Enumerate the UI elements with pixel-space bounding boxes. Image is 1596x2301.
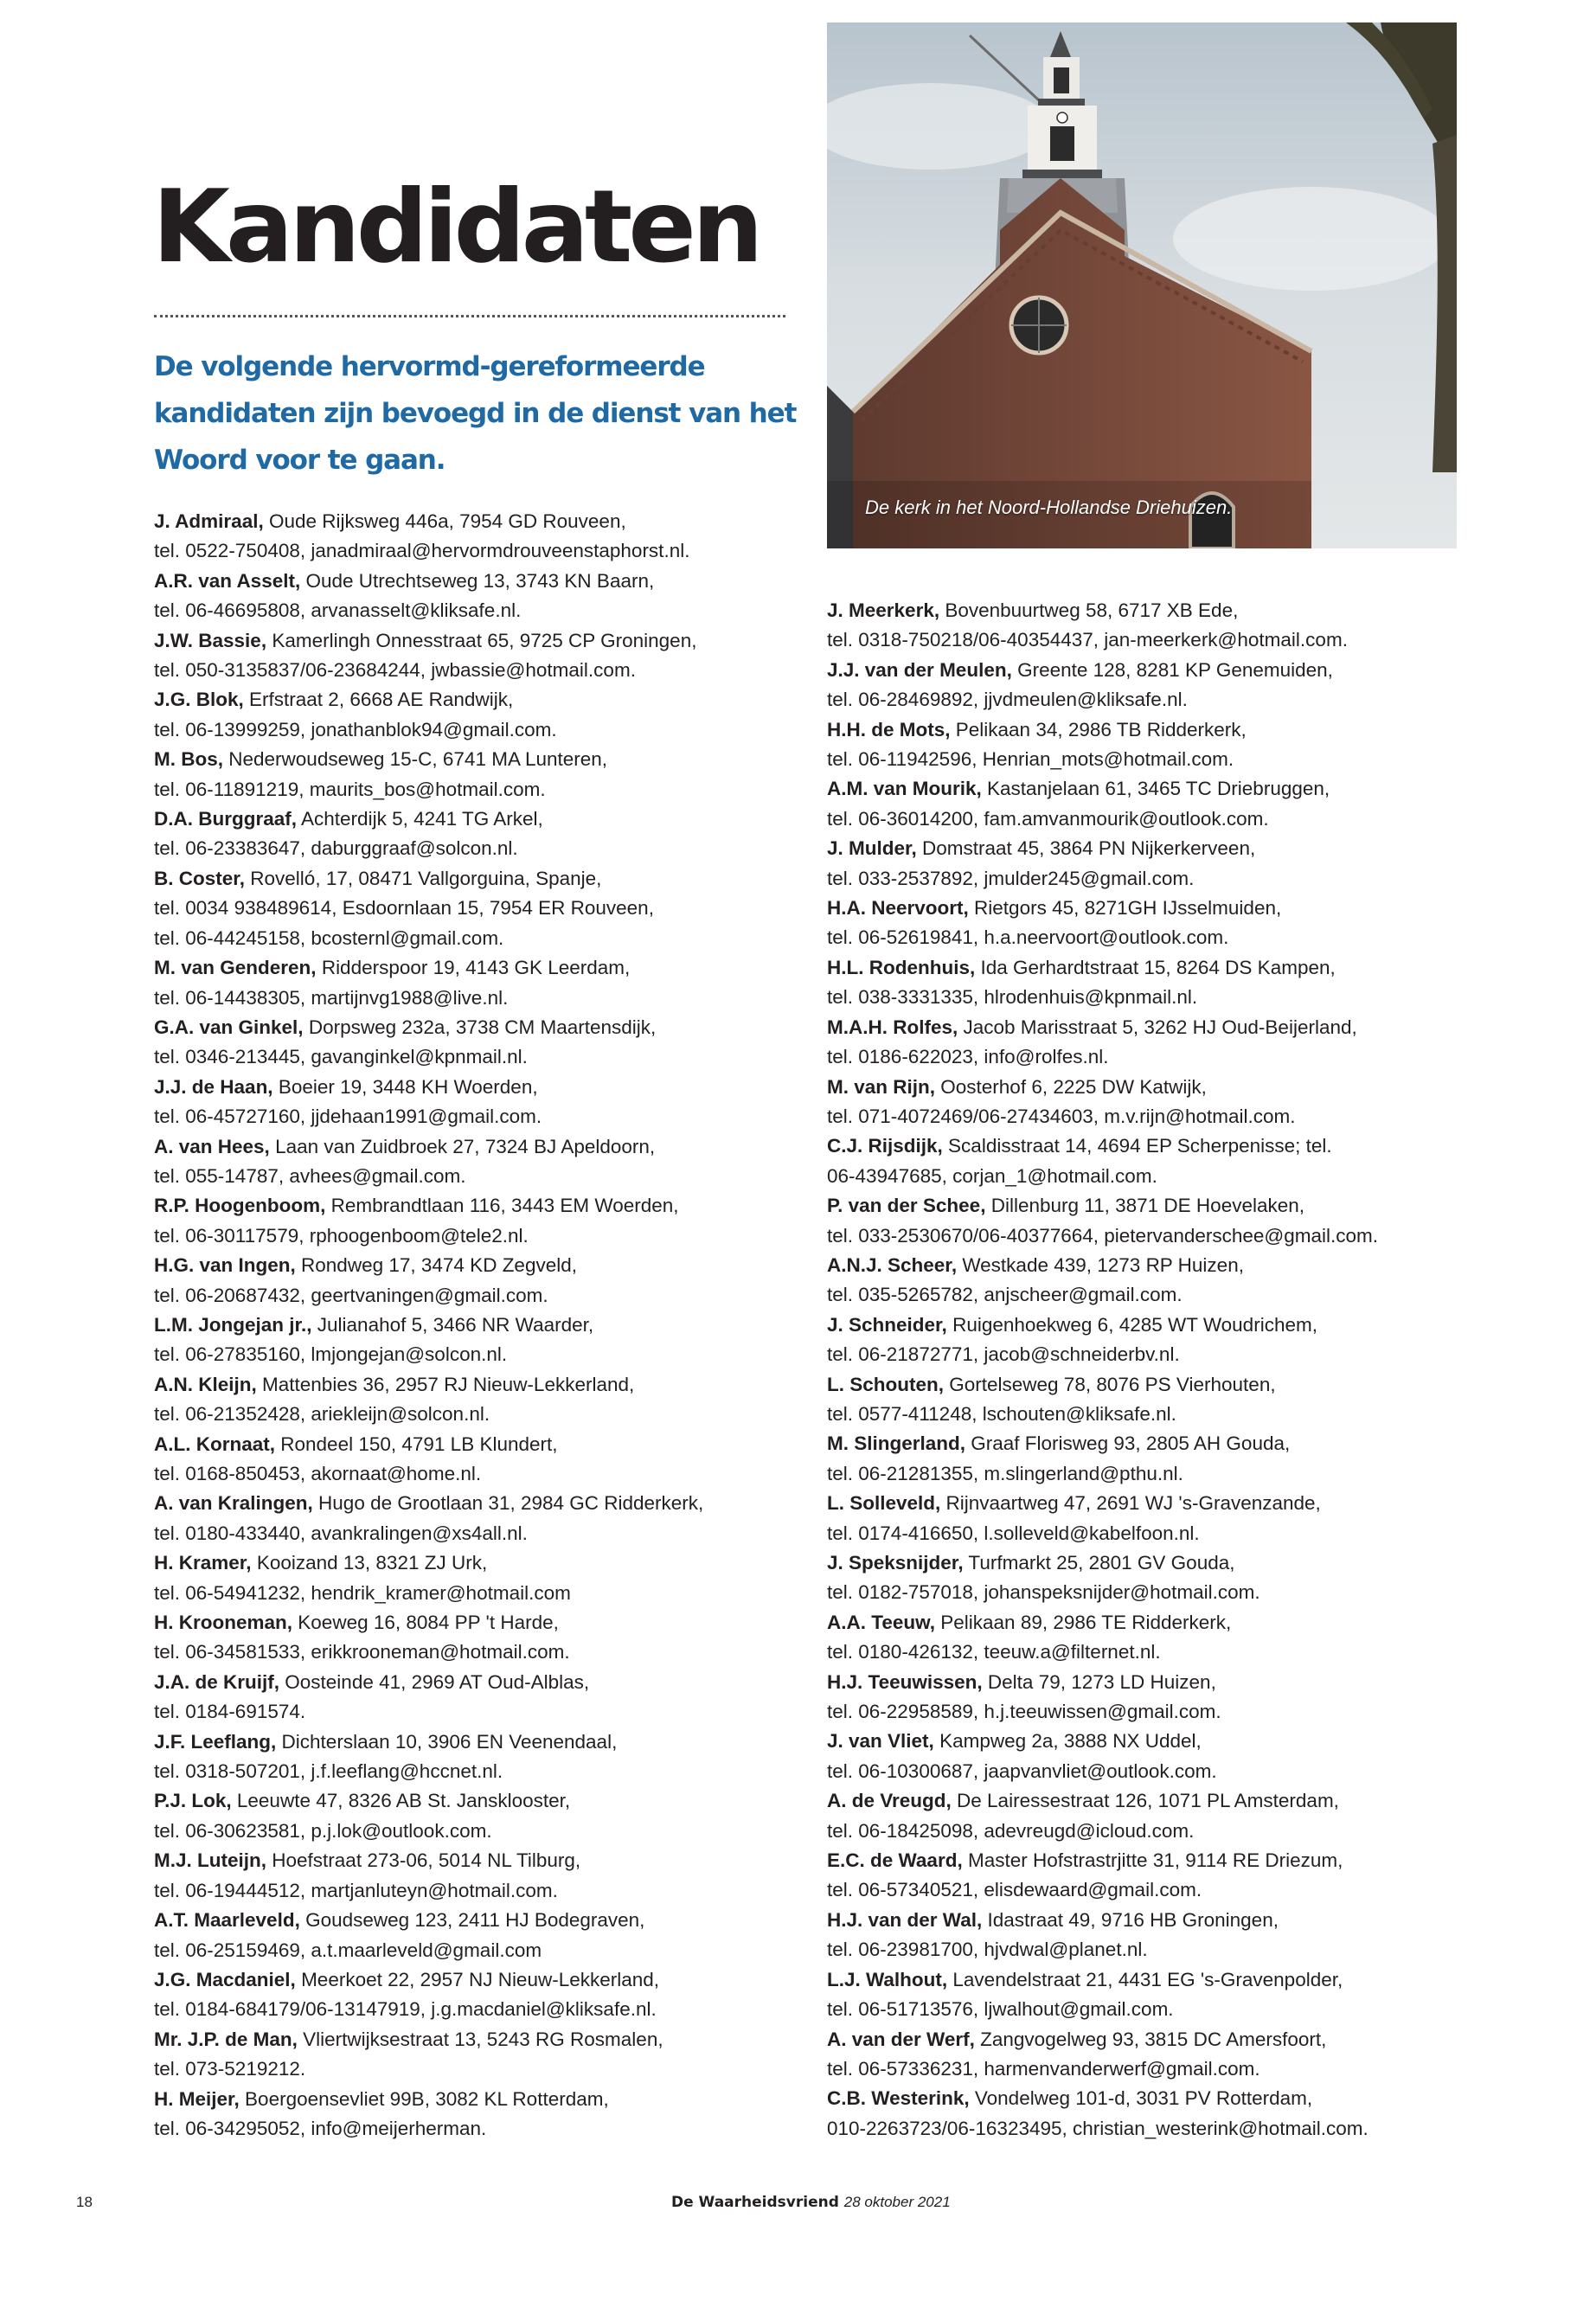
candidate-details: tel. 038-3331335, hlrodenhuis@kpnmail.nl. [827,986,1198,1009]
candidate-details: Goudseweg 123, 2411 HJ Bodegraven, [299,1909,645,1932]
candidate-contact-line [154,1697,794,1727]
candidate-name: J. van Vliet, [827,1730,934,1753]
candidate-contact-line [827,1578,1467,1607]
candidate-entry [154,1906,794,1935]
candidate-entry [827,1370,1467,1400]
candidate-entry [827,1073,1467,1102]
candidate-name: A. van Hees, [154,1135,270,1157]
candidate-contact-line [827,1221,1467,1251]
candidate-entry [154,1430,794,1459]
candidate-contact-line [827,1102,1467,1131]
candidate-name: L. Solleveld, [827,1492,941,1515]
candidate-name: A. van Kralingen, [154,1492,313,1515]
candidate-details: Jacob Marisstraat 5, 3262 HJ Oud-Beijerland, [958,1016,1357,1038]
candidate-name: G.A. van Ginkel, [154,1016,304,1038]
candidate-name: A.R. van Asselt, [154,569,301,592]
candidate-name: A.N. Kleijn, [154,1373,257,1395]
candidate-details: tel. 0184-684179/06-13147919, j.g.macdaniel@kliksafe.nl. [154,1998,657,2021]
candidate-entry [154,864,794,894]
candidate-entry [827,1548,1467,1578]
candidate-name: H.G. van Ingen, [154,1254,296,1277]
candidate-contact-line [827,1042,1467,1072]
candidate-details: tel. 06-51713576, ljwalhout@gmail.com. [827,1998,1174,2021]
candidate-contact-line [827,1459,1467,1489]
candidate-details: tel. 06-13999259, jonathanblok94@gmail.com. [154,718,557,740]
candidate-entry [827,2084,1467,2113]
candidate-entry [827,1965,1467,1995]
candidate-details: Rembrandtlaan 116, 3443 EM Woerden, [325,1195,679,1217]
candidate-details: Koeweg 16, 8084 PP 't Harde, [292,1612,559,1634]
candidate-contact-line [827,864,1467,894]
candidate-contact-line [154,894,794,923]
candidate-contact-line [154,1579,794,1608]
candidate-contact-line [827,1697,1467,1727]
candidate-contact-line [827,983,1467,1012]
candidate-contact-line [154,1936,794,1965]
candidate-name: H.J. Teeuwissen, [827,1670,983,1693]
candidate-contact-line [154,1995,794,2024]
candidate-contact-line [154,1162,794,1191]
candidate-name: H.A. Neervoort, [827,897,969,920]
candidate-details: Hoefstraat 273-06, 5014 NL Tilburg, [266,1849,581,1872]
candidate-contact-line [827,1817,1467,1846]
candidate-name: J.J. van der Meulen, [827,658,1012,681]
candidate-name: A. van der Werf, [827,2028,975,2050]
candidate-details: tel. 06-27835160, lmjongejan@solcon.nl. [154,1343,508,1366]
candidate-entry [154,1786,794,1816]
candidate-details: tel. 06-57340521, elisdewaard@gmail.com. [827,1879,1202,1901]
candidate-name: B. Coster, [154,867,246,889]
candidate-entry [827,1846,1467,1875]
candidate-contact-line [827,804,1467,834]
candidate-entry [827,1429,1467,1458]
candidate-entry [154,1251,794,1280]
candidate-details: tel. 0522-750408, janadmiraal@hervormdrouveenstaphorst.nl. [154,540,690,562]
candidate-details: Hugo de Grootlaan 31, 2984 GC Ridderkerk, [312,1492,704,1515]
candidate-entry [827,656,1467,685]
candidate-details: Meerkoet 22, 2957 NJ Nieuw-Lekkerland, [295,1968,660,1990]
candidate-name: M. Bos, [154,748,224,771]
candidate-entry [154,1548,794,1578]
candidate-entry [827,1608,1467,1638]
candidate-name: J. Admiraal, [154,510,264,532]
candidate-entry [827,834,1467,863]
candidate-name: L.J. Walhout, [827,1968,948,1990]
candidate-contact-line [154,1876,794,1906]
candidate-name: H.H. de Mots, [827,718,951,740]
candidate-entry [827,894,1467,923]
candidate-contact-line [154,1817,794,1846]
candidate-contact-line [154,1221,794,1251]
candidate-contact-line [154,1757,794,1786]
candidate-details: Graaf Florisweg 93, 2805 AH Gouda, [965,1433,1291,1455]
candidate-entry [154,2085,794,2114]
issue-date: 28 oktober 2021 [843,2194,951,2210]
candidate-details: tel. 0182-757018, johanspeksnijder@hotmail.com. [827,1581,1260,1604]
candidate-details: Turfmarkt 25, 2801 GV Gouda, [963,1552,1235,1574]
candidate-entry [827,1727,1467,1756]
candidate-details: Kampweg 2a, 3888 NX Uddel, [933,1730,1202,1753]
candidates-list-left [154,507,794,2144]
candidate-entry [827,774,1467,804]
candidate-details: Dichterslaan 10, 3906 EN Veenendaal, [276,1730,618,1753]
candidate-entry [154,626,794,656]
candidate-entry [827,715,1467,745]
candidate-entry [154,1013,794,1042]
candidate-entry [827,1786,1467,1816]
candidate-name: P.J. Lok, [154,1790,232,1812]
candidate-contact-line [154,2114,794,2144]
candidate-entry [154,1073,794,1102]
candidate-details: Vondelweg 101-d, 3031 PV Rotterdam, [969,2087,1313,2110]
candidate-details: Nederwoudseweg 15-C, 6741 MA Lunteren, [223,748,608,771]
candidate-details: tel. 0186-622023, info@rolfes.nl. [827,1046,1109,1068]
candidate-details: Mattenbies 36, 2957 RJ Nieuw-Lekkerland, [256,1373,635,1395]
candidate-contact-line [154,984,794,1013]
candidate-details: Rovelló, 17, 08471 Vallgorguina, Spanje, [245,867,602,889]
candidate-entry [827,1311,1467,1340]
candidate-details: tel. 06-28469892, jjvdmeulen@kliksafe.nl. [827,689,1188,711]
candidate-details: De Lairessestraat 126, 1071 PL Amsterdam, [951,1790,1339,1812]
candidate-entry [154,745,794,774]
candidate-entry [154,1846,794,1875]
candidate-details: tel. 06-18425098, adevreugd@icloud.com. [827,1819,1195,1842]
candidate-details: Ida Gerhardtstraat 15, 8264 DS Kampen, [975,956,1336,978]
candidate-name: H.J. van der Wal, [827,1908,983,1931]
candidate-entry [154,953,794,983]
candidate-details: tel. 050-3135837/06-23684244, jwbassie@hotmail.com. [154,659,636,682]
candidate-contact-line [154,596,794,625]
candidate-details: tel. 0034 938489614, Esdoornlaan 15, 7954 ER Rouveen, [154,897,654,920]
candidate-details: Achterdijk 5, 4241 TG Arkel, [297,808,543,830]
candidate-details: tel. 06-25159469, a.t.maarleveld@gmail.com [154,1939,542,1961]
candidate-entry [154,1132,794,1162]
candidate-details: tel. 06-21281355, m.slingerland@pthu.nl. [827,1462,1183,1484]
candidate-entry [827,1489,1467,1518]
candidate-details: tel. 06-46695808, arvanasselt@kliksafe.nl. [154,599,522,622]
dotted-divider [154,315,785,317]
candidate-details: tel. 06-36014200, fam.amvanmourik@outlook.com. [827,807,1269,830]
candidate-name: J.J. de Haan, [154,1075,273,1098]
candidate-details: tel. 06-19444512, martjanluteyn@hotmail.com. [154,1879,558,1901]
candidate-details: Lavendelstraat 21, 4431 EG 's-Gravenpolder, [947,1968,1343,1990]
candidate-details: Bovenbuurtweg 58, 6717 XB Ede, [939,599,1239,621]
candidate-entry [827,2025,1467,2054]
candidate-contact-line [154,1638,794,1667]
page-subtitle: De volgende hervormd-gereformeerde kandidaten zijn bevoegd in de dienst van het Woord voor te gaan. [154,351,797,476]
candidate-contact-line [827,1638,1467,1667]
candidate-details: Vliertwijksestraat 13, 5243 RG Rosmalen, [297,2028,663,2050]
candidate-contact-line [827,2114,1467,2144]
candidate-contact-line [154,2054,794,2084]
candidate-name: A.N.J. Scheer, [827,1253,958,1276]
candidate-contact-line [154,536,794,566]
candidate-name: H. Kramer, [154,1552,252,1574]
candidate-details: tel. 06-21872771, jacob@schneiderbv.nl. [827,1343,1180,1366]
candidate-details: tel. 06-45727160, jjdehaan1991@gmail.com. [154,1106,542,1128]
candidate-contact-line [154,1042,794,1072]
candidate-details: Oosterhof 6, 2225 DW Katwijk, [935,1075,1207,1098]
candidate-details: tel. 0318-750218/06-40354437, jan-meerkerk@hotmail.com. [827,629,1348,651]
candidate-contact-line [154,834,794,863]
candidate-entry [154,1727,794,1757]
candidate-details: tel. 06-21352428, ariekleijn@solcon.nl. [154,1403,490,1426]
candidate-details: Master Hofstrastrjitte 31, 9114 RE Driezum, [962,1849,1343,1872]
candidate-entry [154,507,794,536]
candidate-details: tel. 06-23981700, hjvdwal@planet.nl. [827,1939,1148,1961]
candidate-contact-line [827,2054,1467,2084]
candidate-contact-line [827,1400,1467,1429]
candidate-entry [154,1608,794,1638]
candidate-name: E.C. de Waard, [827,1849,963,1872]
candidate-details: tel. 0174-416650, l.solleveld@kabelfoon.nl. [827,1522,1200,1544]
candidate-details: tel. 06-34581533, erikkrooneman@hotmail.com. [154,1641,570,1663]
candidate-name: J.F. Leeflang, [154,1730,277,1753]
candidate-name: M.J. Luteijn, [154,1849,267,1872]
candidate-details: tel. 06-30623581, p.j.lok@outlook.com. [154,1819,492,1842]
candidate-contact-line [827,1875,1467,1905]
candidate-details: tel. 06-54941232, hendrik_kramer@hotmail.com [154,1581,571,1604]
candidate-name: M. van Rijn, [827,1075,936,1098]
candidate-contact-line [827,1162,1467,1191]
page-title: Kandidaten [152,169,760,285]
candidate-details: Dorpsweg 232a, 3738 CM Maartensdijk, [303,1016,657,1038]
candidate-details: Idastraat 49, 9716 HB Groningen, [982,1908,1279,1931]
candidate-name: R.P. Hoogenboom, [154,1195,326,1217]
candidate-details: Rondeel 150, 4791 LB Klundert, [275,1433,558,1455]
candidate-name: H. Krooneman, [154,1612,293,1634]
candidate-contact-line [154,924,794,953]
candidate-details: tel. 06-11942596, Henrian_mots@hotmail.com. [827,748,1234,771]
candidate-details: tel. 06-52619841, h.a.neervoort@outlook.com. [827,926,1229,949]
candidate-contact-line [827,923,1467,952]
candidate-details: Kamerlingh Onnesstraat 65, 9725 CP Groningen, [266,629,697,651]
candidate-details: tel. 0318-507201, j.f.leeflang@hccnet.nl. [154,1760,503,1783]
candidate-contact-line [154,1102,794,1131]
candidate-entry [827,953,1467,983]
candidate-details: tel. 0180-426132, teeuw.a@filternet.nl. [827,1641,1161,1663]
candidate-entry [154,567,794,596]
candidate-details: 06-43947685, corjan_1@hotmail.com. [827,1164,1157,1187]
candidate-entry [827,1906,1467,1935]
candidate-details: tel. 06-11891219, maurits_bos@hotmail.com. [154,778,546,800]
magazine-name: De Waarheidsvriend [671,2194,839,2211]
candidate-details: Pelikaan 89, 2986 TE Ridderkerk, [935,1611,1232,1633]
candidate-name: C.J. Rijsdijk, [827,1135,943,1157]
candidate-contact-line [827,745,1467,774]
candidate-contact-line [827,1280,1467,1310]
candidate-details: tel. 06-20687432, geertvaningen@gmail.com. [154,1284,548,1306]
candidate-name: H.L. Rodenhuis, [827,956,976,978]
candidate-name: Mr. J.P. de Man, [154,2028,298,2050]
candidate-contact-line [154,1400,794,1429]
candidate-contact-line [154,1459,794,1489]
candidate-name: J. Speksnijder, [827,1552,964,1574]
candidate-entry [154,1489,794,1518]
candidate-details: Julianahof 5, 3466 NR Waarder, [311,1313,594,1336]
candidate-contact-line [154,775,794,804]
candidate-entry [154,1370,794,1400]
candidate-entry [827,1668,1467,1697]
candidate-details: tel. 073-5219212. [154,2058,306,2080]
candidate-contact-line [827,1995,1467,2024]
candidate-details: tel. 033-2537892, jmulder245@gmail.com. [827,867,1195,889]
candidate-details: tel. 0168-850453, akornaat@home.nl. [154,1463,482,1484]
candidate-contact-line [827,1519,1467,1548]
candidate-details: Erfstraat 2, 6668 AE Randwijk, [243,689,514,711]
candidate-details: Domstraat 45, 3864 PN Nijkerkerveen, [916,837,1256,860]
candidate-name: J.G. Macdaniel, [154,1968,296,1990]
church-photo [827,22,1457,548]
candidate-details: Dillenburg 11, 3871 DE Hoevelaken, [985,1195,1305,1217]
candidate-name: L. Schouten, [827,1373,944,1395]
candidate-name: L.M. Jongejan jr., [154,1313,312,1336]
candidate-name: A.T. Maarleveld, [154,1909,300,1932]
candidate-entry [154,2025,794,2054]
candidate-name: A.L. Kornaat, [154,1433,276,1455]
candidate-details: Gortelseweg 78, 8076 PS Vierhouten, [944,1373,1276,1395]
candidate-details: tel. 035-5265782, anjscheer@gmail.com. [827,1284,1183,1306]
candidate-contact-line [827,685,1467,715]
candidate-entry [154,1668,794,1697]
candidate-contact-line [827,1935,1467,1965]
candidate-entry [154,1311,794,1340]
candidate-name: J. Schneider, [827,1313,947,1336]
candidate-entry [154,1965,794,1995]
candidate-details: tel. 06-44245158, bcosternl@gmail.com. [154,926,504,949]
candidate-details: tel. 0180-433440, avankralingen@xs4all.nl. [154,1522,528,1544]
candidate-details: Westkade 439, 1273 RP Huizen, [957,1253,1244,1276]
candidate-details: tel. 06-23383647, daburggraaf@solcon.nl. [154,837,518,860]
candidate-details: tel. 06-30117579, rphoogenboom@tele2.nl. [154,1224,529,1247]
candidate-name: A. de Vreugd, [827,1790,952,1812]
candidate-details: Oude Utrechtseweg 13, 3743 KN Baarn, [300,569,655,592]
candidate-name: A.A. Teeuw, [827,1611,936,1633]
candidate-details: tel. 055-14787, avhees@gmail.com. [154,1164,466,1187]
candidate-details: Kooizand 13, 8321 ZJ Urk, [251,1552,488,1574]
candidate-name: P. van der Schee, [827,1195,986,1217]
candidate-entry [827,596,1467,625]
candidate-entry [154,804,794,834]
candidate-details: Boeier 19, 3448 KH Woerden, [272,1075,538,1098]
candidate-details: tel. 06-14438305, martijnvg1988@live.nl. [154,986,509,1009]
candidate-details: tel. 033-2530670/06-40377664, pietervanderschee@gmail.com. [827,1224,1379,1247]
candidate-details: tel. 06-34295052, info@meijerherman. [154,2117,487,2139]
candidate-name: H. Meijer, [154,2087,240,2110]
candidate-details: Oude Rijksweg 446a, 7954 GD Rouveen, [263,510,626,532]
candidate-name: J. Mulder, [827,837,917,860]
candidate-details: Pelikaan 34, 2986 TB Ridderkerk, [950,718,1247,740]
candidate-details: Kastanjelaan 61, 3465 TC Driebruggen, [981,778,1330,800]
candidate-details: 010-2263723/06-16323495, christian_westerink@hotmail.com. [827,2117,1368,2139]
candidate-details: tel. 06-57336231, harmenvanderwerf@gmail.com. [827,2057,1260,2080]
candidate-name: J.A. de Kruijf, [154,1670,280,1693]
candidate-details: Rijnvaartweg 47, 2691 WJ 's-Gravenzande, [940,1492,1321,1515]
candidate-details: Delta 79, 1273 LD Huizen, [982,1670,1216,1693]
candidate-name: J.W. Bassie, [154,629,267,651]
candidate-details: tel. 06-22958589, h.j.teeuwissen@gmail.com. [827,1701,1221,1723]
candidate-contact-line [827,625,1467,655]
candidate-name: M. Slingerland, [827,1433,966,1455]
photo-caption: De kerk in het Noord-Hollandse Driehuizen. [865,497,1233,518]
candidate-details: Scaldisstraat 14, 4694 EP Scherpenisse; tel. [942,1135,1332,1157]
candidate-details: Greente 128, 8281 KP Genemuiden, [1011,658,1333,681]
church-illustration [827,22,1457,548]
candidate-details: Rietgors 45, 8271GH IJsselmuiden, [968,897,1282,920]
magazine-footer [671,2194,951,2211]
candidate-contact-line [154,656,794,685]
candidate-contact-line [154,715,794,745]
page-number: 18 [76,2194,93,2210]
candidate-entry [154,1191,794,1221]
candidate-name: J.G. Blok, [154,689,244,711]
candidate-name: C.B. Westerink, [827,2087,970,2110]
candidate-details: Leeuwte 47, 8326 AB St. Jansklooster, [231,1790,571,1812]
candidate-details: tel. 0346-213445, gavanginkel@kpnmail.nl. [154,1046,528,1068]
candidate-details: Boergoensevliet 99B, 3082 KL Rotterdam, [239,2087,609,2110]
candidate-contact-line [154,1340,794,1369]
candidate-name: M.A.H. Rolfes, [827,1016,958,1038]
candidate-entry [827,1191,1467,1221]
candidate-contact-line [154,1281,794,1311]
candidate-details: Rondweg 17, 3474 KD Zegveld, [295,1254,577,1277]
candidate-name: A.M. van Mourik, [827,778,982,800]
candidate-details: Zangvogelweg 93, 3815 DC Amersfoort, [974,2028,1327,2050]
candidate-entry [154,685,794,715]
candidate-entry [827,1013,1467,1042]
candidate-name: D.A. Burggraaf, [154,808,298,830]
candidate-details: Laan van Zuidbroek 27, 7324 BJ Apeldoorn, [269,1135,656,1157]
candidate-name: M. van Genderen, [154,957,317,979]
candidate-contact-line [827,1340,1467,1369]
candidate-entry [827,1251,1467,1280]
candidate-contact-line [154,1519,794,1548]
candidate-entry [827,1131,1467,1161]
candidate-details: tel. 0184-691574. [154,1701,306,1723]
candidate-details: tel. 071-4072469/06-27434603, m.v.rijn@hotmail.com. [827,1105,1296,1127]
candidate-details: Ridderspoor 19, 4143 GK Leerdam, [316,957,631,979]
candidate-details: tel. 06-10300687, jaapvanvliet@outlook.com. [827,1759,1217,1782]
candidates-list-right [827,596,1467,2144]
candidate-details: tel. 0577-411248, lschouten@kliksafe.nl. [827,1402,1176,1425]
candidate-details: Oosteinde 41, 2969 AT Oud-Alblas, [279,1670,590,1693]
candidate-details: Ruigenhoekweg 6, 4285 WT Woudrichem, [946,1313,1317,1336]
candidate-contact-line [827,1757,1467,1786]
candidate-name: J. Meerkerk, [827,599,940,621]
